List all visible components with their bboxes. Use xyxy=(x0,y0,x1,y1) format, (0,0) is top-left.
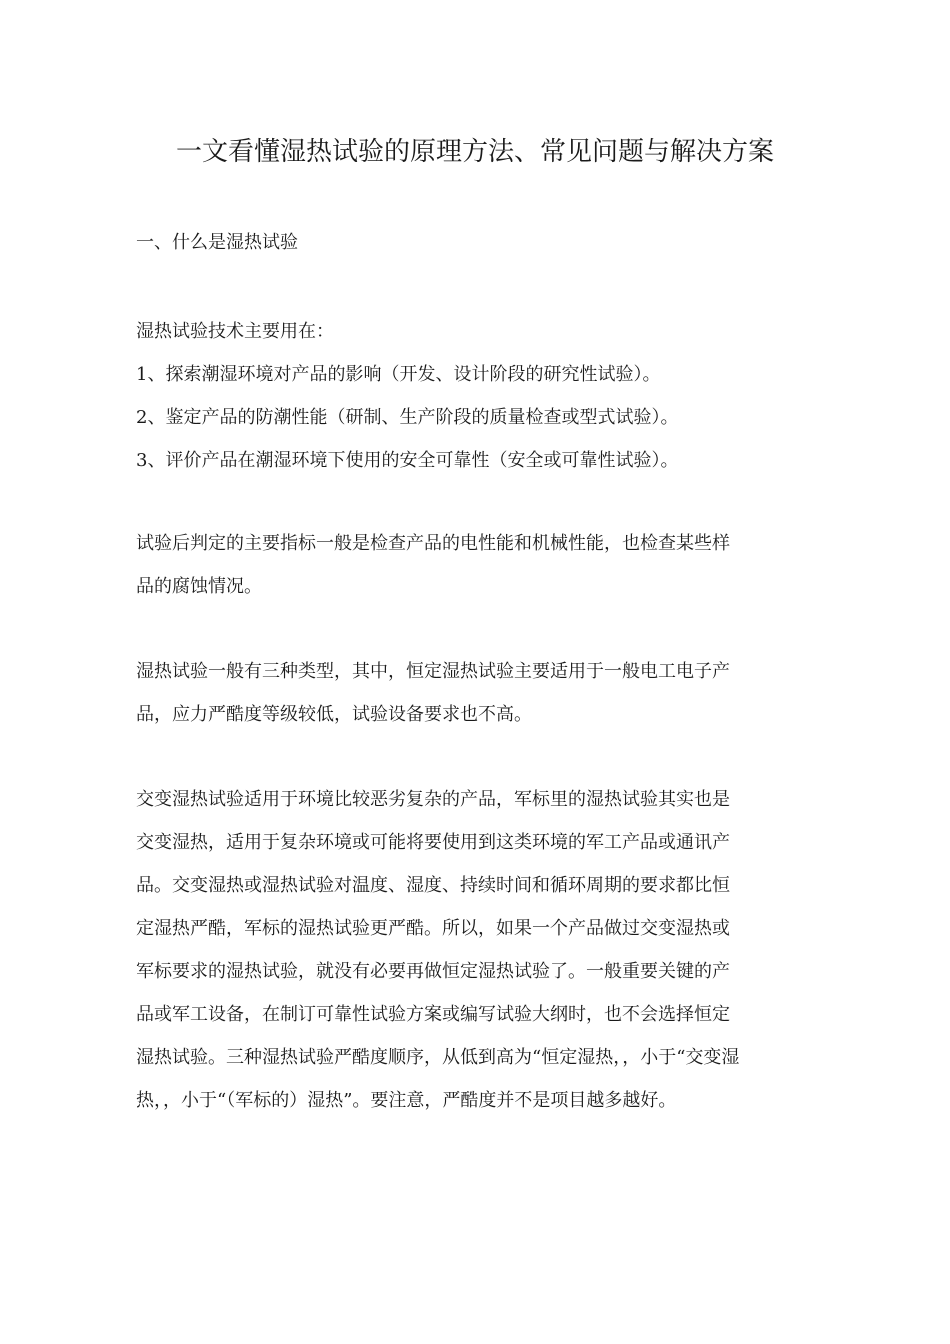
paragraph-line: 试验后判定的主要指标一般是检查产品的电性能和机械性能，也检查某些样 xyxy=(136,533,730,554)
paragraph-line: 军标要求的湿热试验，就没有必要再做恒定湿热试验了。一般重要关键的产 xyxy=(136,961,730,982)
paragraph-line: 定湿热严酷，军标的湿热试验更严酷。所以，如果一个产品做过交变湿热或 xyxy=(136,918,730,939)
types-paragraph xyxy=(136,650,816,736)
use-item-1: 1、探索潮湿环境对产品的影响（开发、设计阶段的研究性试验）。 xyxy=(136,364,661,385)
document-title: 一文看懂湿热试验的原理方法、常见问题与解决方案 xyxy=(175,137,774,167)
indicators-paragraph xyxy=(136,522,816,608)
paragraph-line: 交变湿热，适用于复杂环境或可能将要使用到这类环境的军工产品或通讯产 xyxy=(136,832,730,853)
paragraph-line: 品或军工设备，在制订可靠性试验方案或编写试验大纲时，也不会选择恒定 xyxy=(136,1004,730,1025)
paragraph-line: 湿热试验一般有三种类型，其中，恒定湿热试验主要适用于一般电工电子产 xyxy=(136,661,730,682)
section-heading: 一、什么是湿热试验 xyxy=(136,232,298,253)
paragraph-line: 交变湿热试验适用于环境比较恶劣复杂的产品，军标里的湿热试验其实也是 xyxy=(136,789,730,810)
paragraph-line: 湿热试验。三种湿热试验严酷度顺序，从低到高为“恒定湿热，，小于“交变湿 xyxy=(136,1047,740,1068)
paragraph-line: 热，，小于“（军标的）湿热”。要注意，严酷度并不是项目越多越好。 xyxy=(136,1090,677,1111)
use-item-2: 2、鉴定产品的防潮性能（研制、生产阶段的质量检查或型式试验）。 xyxy=(136,407,679,428)
uses-intro: 湿热试验技术主要用在： xyxy=(136,321,334,342)
use-item-3: 3、评价产品在潮湿环境下使用的安全可靠性（安全或可靠性试验）。 xyxy=(136,450,679,471)
paragraph-line: 品，应力严酷度等级较低，试验设备要求也不高。 xyxy=(136,704,532,725)
uses-block xyxy=(136,310,816,482)
cyclic-paragraph xyxy=(136,778,816,1122)
paragraph-line: 品的腐蚀情况。 xyxy=(136,576,262,597)
paragraph-line: 品。交变湿热或湿热试验对温度、湿度、持续时间和循环周期的要求都比恒 xyxy=(136,875,730,896)
